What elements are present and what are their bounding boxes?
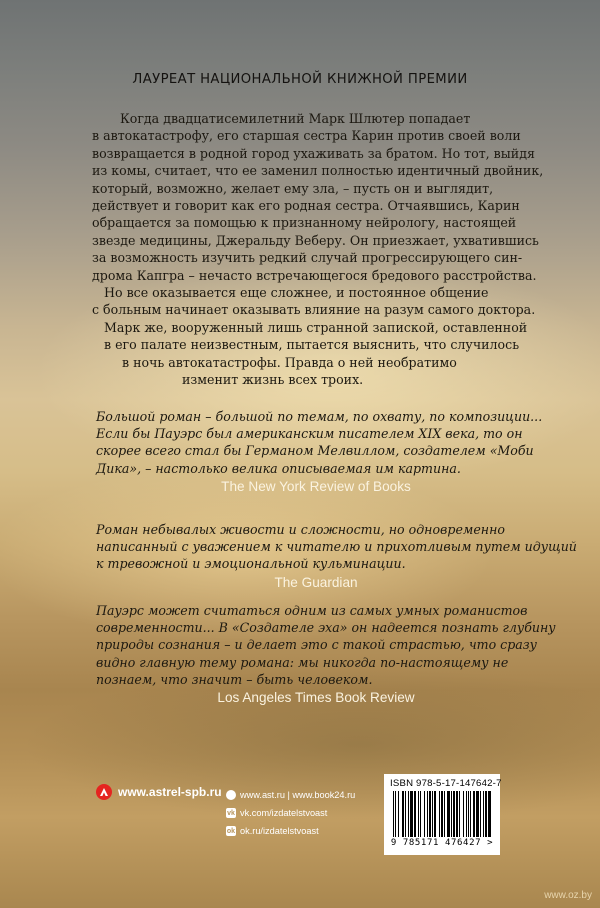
- barcode-bar: [405, 791, 406, 837]
- barcode-bar: [432, 791, 433, 837]
- annotation-line: Но все оказывается еще сложнее, и постоянное общение: [104, 285, 489, 301]
- quote-line: познаем, что значит – быть человеком.: [96, 671, 373, 687]
- ok-link-text: ok.ru/izdatelstvoast: [240, 826, 319, 836]
- isbn-barcode-panel: [384, 774, 500, 855]
- quote-source: The Guardian: [274, 574, 358, 590]
- publisher-block: [96, 784, 222, 800]
- barcode-bar: [424, 791, 425, 837]
- barcode-bar: [470, 791, 471, 837]
- barcode-bar: [488, 791, 491, 837]
- barcode-bar: [463, 791, 464, 837]
- barcode-bar: [393, 791, 394, 837]
- quote-line: природы сознания – и делает это с такой страстью, что сразу: [96, 637, 537, 653]
- barcode-bar: [459, 791, 460, 837]
- award-heading: ЛАУРЕАТ НАЦИОНАЛЬНОЙ КНИЖНОЙ ПРЕМИИ: [132, 72, 468, 87]
- barcode-bar: [414, 791, 416, 837]
- sites-link-text: www.ast.ru | www.book24.ru: [240, 790, 356, 800]
- barcode-bar: [476, 791, 479, 837]
- annotation-line: за возможность изучить редкий случай прогрессирующего син-: [92, 250, 523, 266]
- globe-icon: [226, 790, 236, 800]
- barcode-bar: [427, 791, 428, 837]
- vk-icon: vk: [227, 809, 235, 817]
- annotation-line: звезде медицины, Джеральду Веберу. Он приезжает, ухватившись: [92, 232, 539, 248]
- quote-source: Los Angeles Times Book Review: [217, 690, 415, 706]
- barcode-bar: [451, 791, 452, 837]
- quote-source: The New York Review of Books: [221, 478, 411, 494]
- barcode-bar: [468, 791, 469, 837]
- barcode-bar: [420, 791, 421, 837]
- watermark: www.oz.by: [544, 890, 592, 901]
- barcode-bar: [480, 791, 481, 837]
- annotation-line: изменит жизнь всех троих.: [182, 372, 364, 388]
- barcode-graphic: [391, 791, 493, 837]
- barcode-bar: [456, 791, 458, 837]
- annotation-line: действует и говорит как его родная сестра. Отчаявшись, Карин: [92, 198, 520, 214]
- review-quote-nyrb: [96, 408, 543, 495]
- barcode-bar: [473, 791, 475, 837]
- barcode-bar: [483, 791, 484, 837]
- barcode-digits: 9 785171 476427 >: [390, 838, 494, 848]
- barcode-bar: [395, 791, 396, 837]
- link-row-sites[interactable]: [226, 786, 355, 804]
- link-row-vk[interactable]: [226, 804, 355, 822]
- barcode-bar: [418, 791, 419, 837]
- quote-line: Дика», – настолько велика описываемая им картина.: [96, 460, 461, 476]
- barcode-bar: [402, 791, 404, 837]
- barcode-bar: [439, 791, 440, 837]
- review-quote-guardian: [96, 521, 577, 591]
- barcode-bar: [485, 791, 487, 837]
- quote-line: Роман небывалых живости и сложности, но одновременно: [96, 522, 505, 537]
- publisher-site-link[interactable]: www.astrel-spb.ru: [118, 785, 222, 799]
- barcode-bar: [444, 791, 445, 837]
- barcode-bar: [398, 791, 399, 837]
- annotation-line: с больным начинает оказывать влияние на разум самого доктора.: [92, 302, 536, 318]
- publisher-links: [226, 786, 355, 840]
- quote-line: Большой роман – большой по темам, по охвату, по композиции...: [96, 409, 543, 424]
- quote-line: скорее всего стал бы Германом Мелвиллом, создателем «Моби: [96, 443, 534, 459]
- review-quote-latimes: [96, 602, 556, 706]
- publisher-logo-icon: [96, 784, 112, 800]
- annotation-line: в автокатастрофу, его старшая сестра Карин против своей воли: [92, 128, 521, 144]
- annotation-line: из комы, считает, что ее заменил полностью идентичный двойник,: [92, 163, 544, 179]
- quote-line: видно главную тему романа: мы никогда по-настоящему не: [96, 654, 509, 670]
- annotation-line: обращается за помощью к признанному нейрологу, настоящей: [92, 215, 517, 231]
- isbn-number: ISBN 978-5-17-147642-7: [390, 778, 502, 789]
- annotation-line: в ночь автокатастрофы. Правда о ней необратимо: [122, 354, 457, 370]
- quote-line: современности... В «Создателе эха» он надеется познать глубину: [96, 620, 556, 636]
- barcode-bar: [447, 791, 450, 837]
- ok-icon: ok: [226, 827, 236, 835]
- quote-line: Пауэрс может считаться одним из самых умных романистов: [96, 603, 528, 618]
- annotation-line: Когда двадцатисемилетний Марк Шлютер попадает: [120, 111, 471, 126]
- annotation-line: который, возможно, желает ему зла, – пусть он и выглядит,: [92, 180, 494, 196]
- annotation-line: дрома Капгра – нечасто встречающегося бредового расстройства.: [92, 267, 537, 283]
- link-row-ok[interactable]: [226, 822, 355, 840]
- barcode-bar: [429, 791, 431, 837]
- annotation-text: [92, 110, 544, 389]
- barcode-bar: [466, 791, 467, 837]
- barcode-bar: [441, 791, 443, 837]
- quote-line: написанный с уважением к читателю и прихотливым путем идущий: [96, 539, 577, 555]
- barcode-bar: [453, 791, 455, 837]
- vk-link-text: vk.com/izdatelstvoast: [240, 808, 328, 818]
- annotation-line: в его палате неизвестным, пытается выяснить, что случилось: [104, 337, 520, 353]
- quote-line: к тревожной и эмоциональной кульминации.: [96, 556, 406, 572]
- barcode-bar: [434, 791, 436, 837]
- annotation-line: Марк же, вооруженный лишь странной запиской, оставленной: [104, 319, 528, 335]
- barcode-bar: [410, 791, 413, 837]
- quote-line: Если бы Пауэрс был американским писателем XIX века, то он: [96, 426, 523, 442]
- barcode-bar: [408, 791, 409, 837]
- annotation-line: возвращается в родной город ухаживать за братом. Но тот, выйдя: [92, 145, 535, 161]
